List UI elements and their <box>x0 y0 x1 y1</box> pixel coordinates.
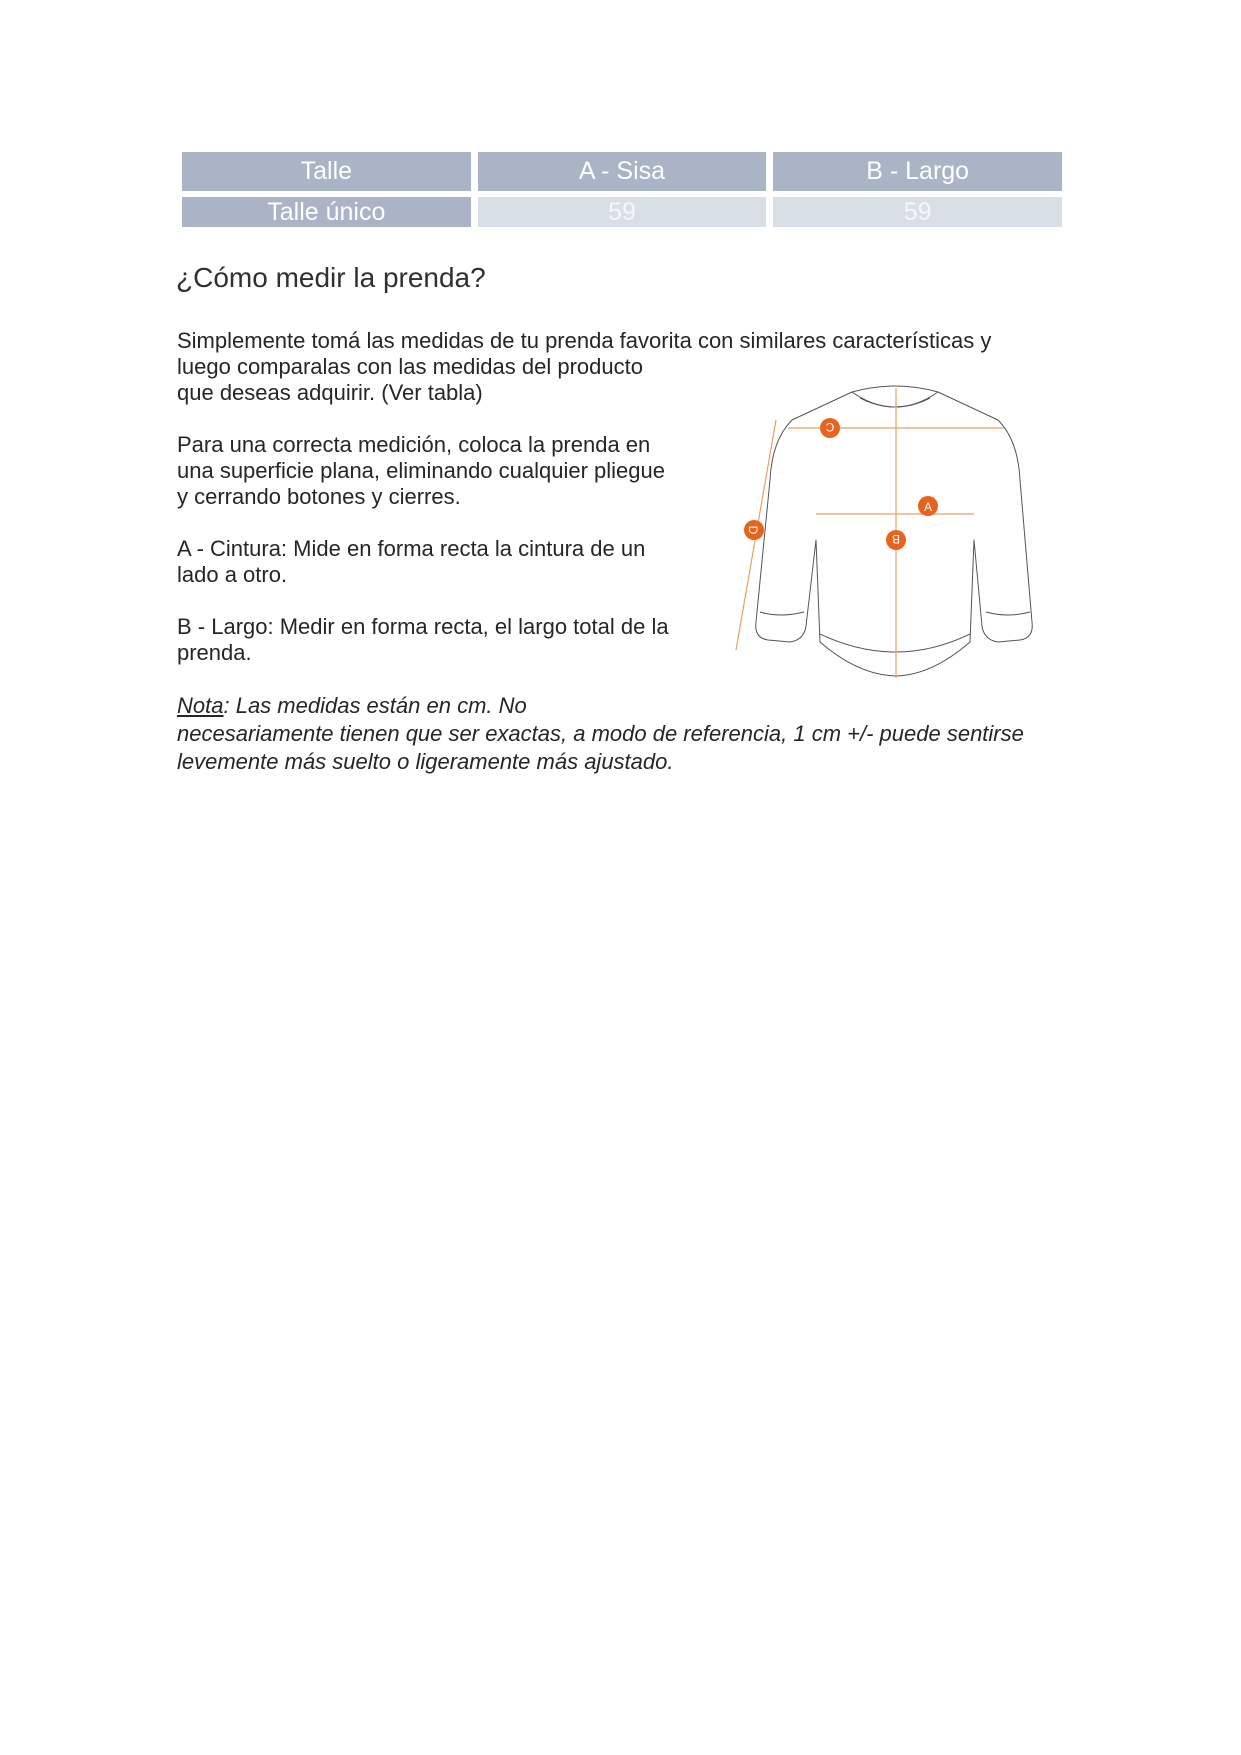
marker-a <box>918 496 938 516</box>
marker-b-label: B <box>891 532 901 546</box>
marker-c <box>820 418 840 438</box>
size-table <box>182 152 1062 233</box>
marker-d-label: D <box>746 525 760 535</box>
marker-d <box>744 520 764 540</box>
section-heading: ¿Cómo medir la prenda? <box>176 262 486 293</box>
length-measure-paragraph <box>177 614 697 666</box>
size-table-header-cell: Talle <box>182 152 471 191</box>
paragraph-line: Para una correcta medición, coloca la prenda en <box>177 432 651 457</box>
paragraph-line: B - Largo: Medir en forma recta, el largo total de la <box>177 614 669 639</box>
paragraph-line: lado a otro. <box>177 562 288 587</box>
note-label: Nota <box>177 693 224 718</box>
marker-a-label: A <box>923 500 933 514</box>
note-line: levemente más suelto o ligeramente más ajustado. <box>177 749 674 774</box>
note-line: : Las medidas están en cm. No <box>223 693 527 718</box>
size-table-row <box>182 197 1062 227</box>
paragraph-line: A - Cintura: Mide en forma recta la cintura de un <box>177 536 646 561</box>
size-table-header-cell: A - Sisa <box>478 152 767 191</box>
paragraph-line: que deseas adquirir. (Ver tabla) <box>177 380 483 405</box>
size-table-header-row <box>182 152 1062 191</box>
paragraph-line: una superficie plana, eliminando cualquier pliegue <box>177 458 665 483</box>
measurement-instructions-paragraph <box>177 432 697 510</box>
paragraph-line: y cerrando botones y cierres. <box>177 484 461 509</box>
marker-c-label: C <box>825 420 835 434</box>
paragraph-line: luego comparalas con las medidas del producto <box>177 354 643 379</box>
note-line: necesariamente tienen que ser exactas, a modo de referencia, 1 cm +/- puede sentirse <box>177 721 1024 746</box>
size-table-cell: 59 <box>773 197 1062 227</box>
size-table-cell: Talle único <box>182 197 471 227</box>
note-paragraph <box>177 692 1077 776</box>
measurement-lines <box>736 388 1004 678</box>
paragraph-line: Simplemente tomá las medidas de tu prenda favorita con similares características y <box>177 328 992 353</box>
marker-b <box>886 530 906 550</box>
sweater-measurement-diagram <box>720 380 1040 690</box>
size-table-header-cell: B - Largo <box>773 152 1062 191</box>
paragraph-line: prenda. <box>177 640 252 665</box>
size-table-cell: 59 <box>478 197 767 227</box>
waist-measure-paragraph <box>177 536 697 588</box>
